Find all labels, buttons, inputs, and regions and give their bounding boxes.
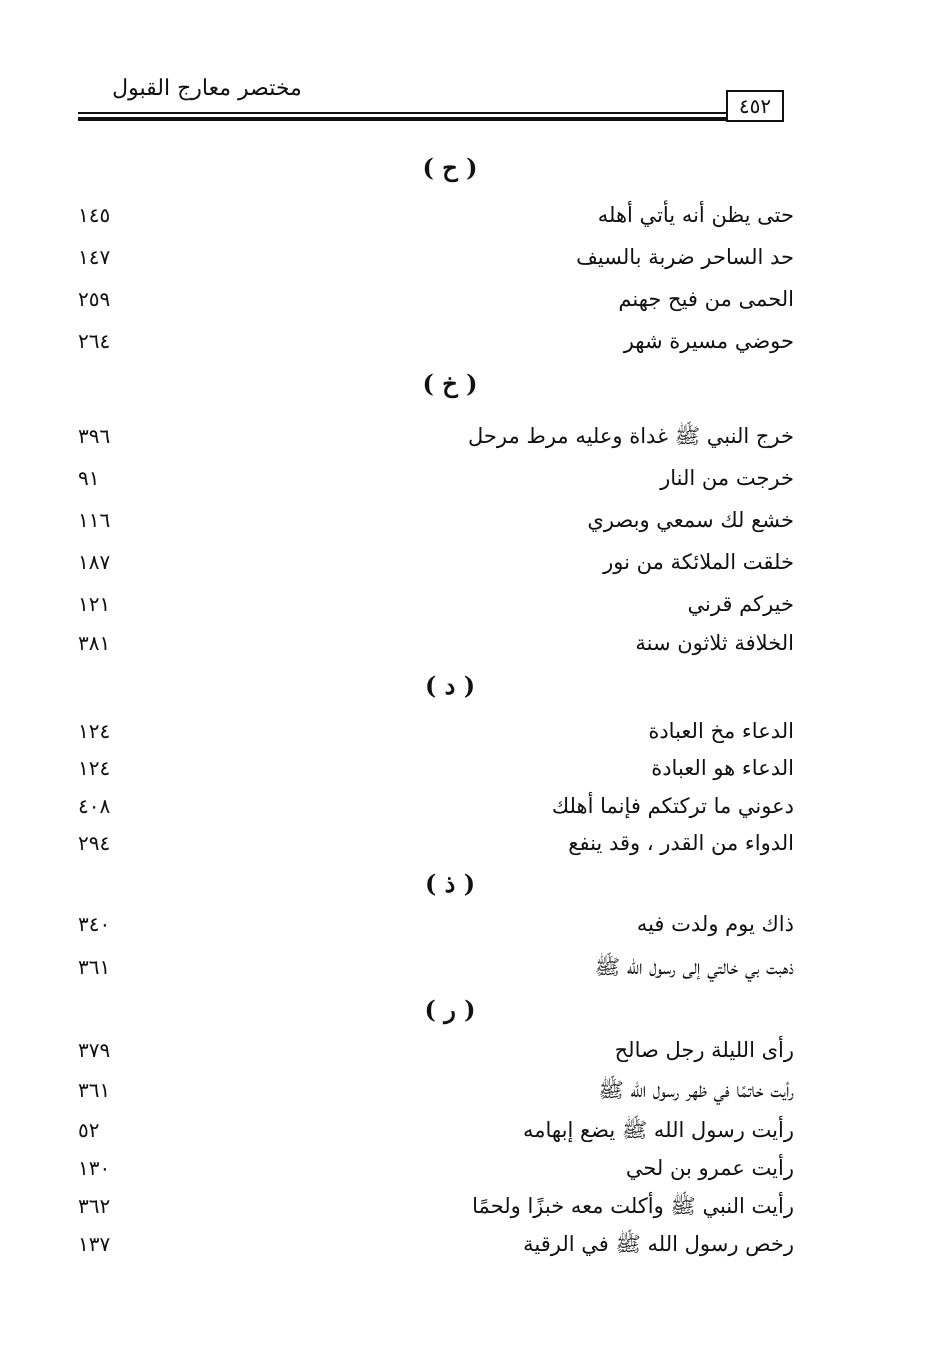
index-entry [70,826,794,860]
entry-page-number: ١٢٤ [78,756,111,780]
index-entry [70,1113,794,1147]
index-entry [70,545,794,579]
entry-page-number: ٣٦٢ [78,1194,111,1218]
entry-text: خيركم قرني [687,592,794,616]
entry-text: الدعاء مخ العبادة [648,719,794,743]
entry-page-number: ٣٤٠ [78,912,111,936]
entry-page-number: ١٣٧ [78,1232,111,1256]
entry-text: ذاك يوم ولدت فيه [636,912,794,936]
entry-page-number: ٣٦١ [78,1078,111,1102]
entry-page-number: ١٢٤ [78,719,111,743]
entry-page-number: ١٨٧ [78,550,111,574]
entry-page-number: ٣٧٩ [78,1038,111,1062]
entry-text: الخلافة ثلاثون سنة [635,631,794,655]
header-rule-thick [78,117,726,121]
running-header-title: مختصر معارج القبول [112,76,302,101]
entry-page-number: ٢٩٤ [78,831,111,855]
index-entry [70,1151,794,1185]
index-entry [70,1189,794,1223]
entry-page-number: ١٤٧ [78,245,111,269]
index-entry [70,461,794,495]
section-letter-dal: ( د ) [424,671,476,700]
page-number-box: ٤٥٢ [726,90,784,122]
entry-text: رأيت النبي ﷺ وأكلت معه خبزًا ولحمًا [472,1194,794,1218]
index-entry [70,1033,794,1067]
entry-text: حوضي مسيرة شهر [623,329,794,353]
entry-page-number: ٩١ [78,466,100,490]
entry-page-number: ٣٨١ [78,631,111,655]
section-letter-kha: ( خ ) [422,369,478,398]
index-entry [70,907,794,941]
index-entry [70,324,794,358]
entry-text: خشع لك سمعي وبصري [587,508,794,532]
entry-text: ذهبت بي خالتي إلى رسول الله ﷺ [594,955,794,979]
entry-text: خرجت من النار [660,466,794,490]
entry-page-number: ١٣٠ [78,1156,111,1180]
entry-text: رأيت خاتمًا في ظهر رسول الله ﷺ [598,1078,794,1102]
index-entry [70,282,794,316]
index-entry [70,789,794,823]
index-entry [70,419,794,453]
entry-text: الدعاء هو العبادة [651,756,794,780]
entry-page-number: ١٤٥ [78,203,111,227]
index-entry [70,503,794,537]
index-entry [70,950,794,984]
entry-page-number: ٢٥٩ [78,287,111,311]
entry-text: رأيت رسول الله ﷺ يضع إبهامه [523,1118,794,1142]
index-entry [70,198,794,232]
entry-page-number: ٥٢ [78,1118,100,1142]
entry-page-number: ٢٦٤ [78,329,111,353]
header-rule-thin [78,112,726,114]
entry-page-number: ٣٦١ [78,955,111,979]
index-entry [70,587,794,621]
entry-text: الحمى من فيح جهنم [618,287,794,311]
entry-text: الدواء من القدر ، وقد ينفع [568,831,794,855]
entry-page-number: ٤٠٨ [78,794,111,818]
entry-text: خرج النبي ﷺ غداة وعليه مرط مرحل [468,424,794,448]
entry-text: خلقت الملائكة من نور [603,550,794,574]
index-entry [70,240,794,274]
entry-text: رخص رسول الله ﷺ في الرقية [523,1232,794,1256]
index-entry [70,751,794,785]
index-entry [70,1227,794,1261]
entry-text: رأيت عمرو بن لحي [625,1156,794,1180]
entry-page-number: ١٢١ [78,592,111,616]
section-letter-ra: ( ر ) [424,995,476,1024]
entry-text: حد الساحر ضربة بالسيف [576,245,794,269]
entry-text: دعوني ما تركتكم فإنما أهلك [551,794,794,818]
index-entry [70,626,794,660]
entry-text: حتى يظن أنه يأتي أهله [597,203,794,227]
entry-page-number: ١١٦ [78,508,111,532]
entry-text: رأى الليلة رجل صالح [614,1038,794,1062]
section-letter-dhal: ( ذ ) [424,869,476,898]
index-entry [70,1073,794,1107]
entry-page-number: ٣٩٦ [78,424,111,448]
section-letter-ha: ( ح ) [422,153,478,182]
index-entry [70,714,794,748]
